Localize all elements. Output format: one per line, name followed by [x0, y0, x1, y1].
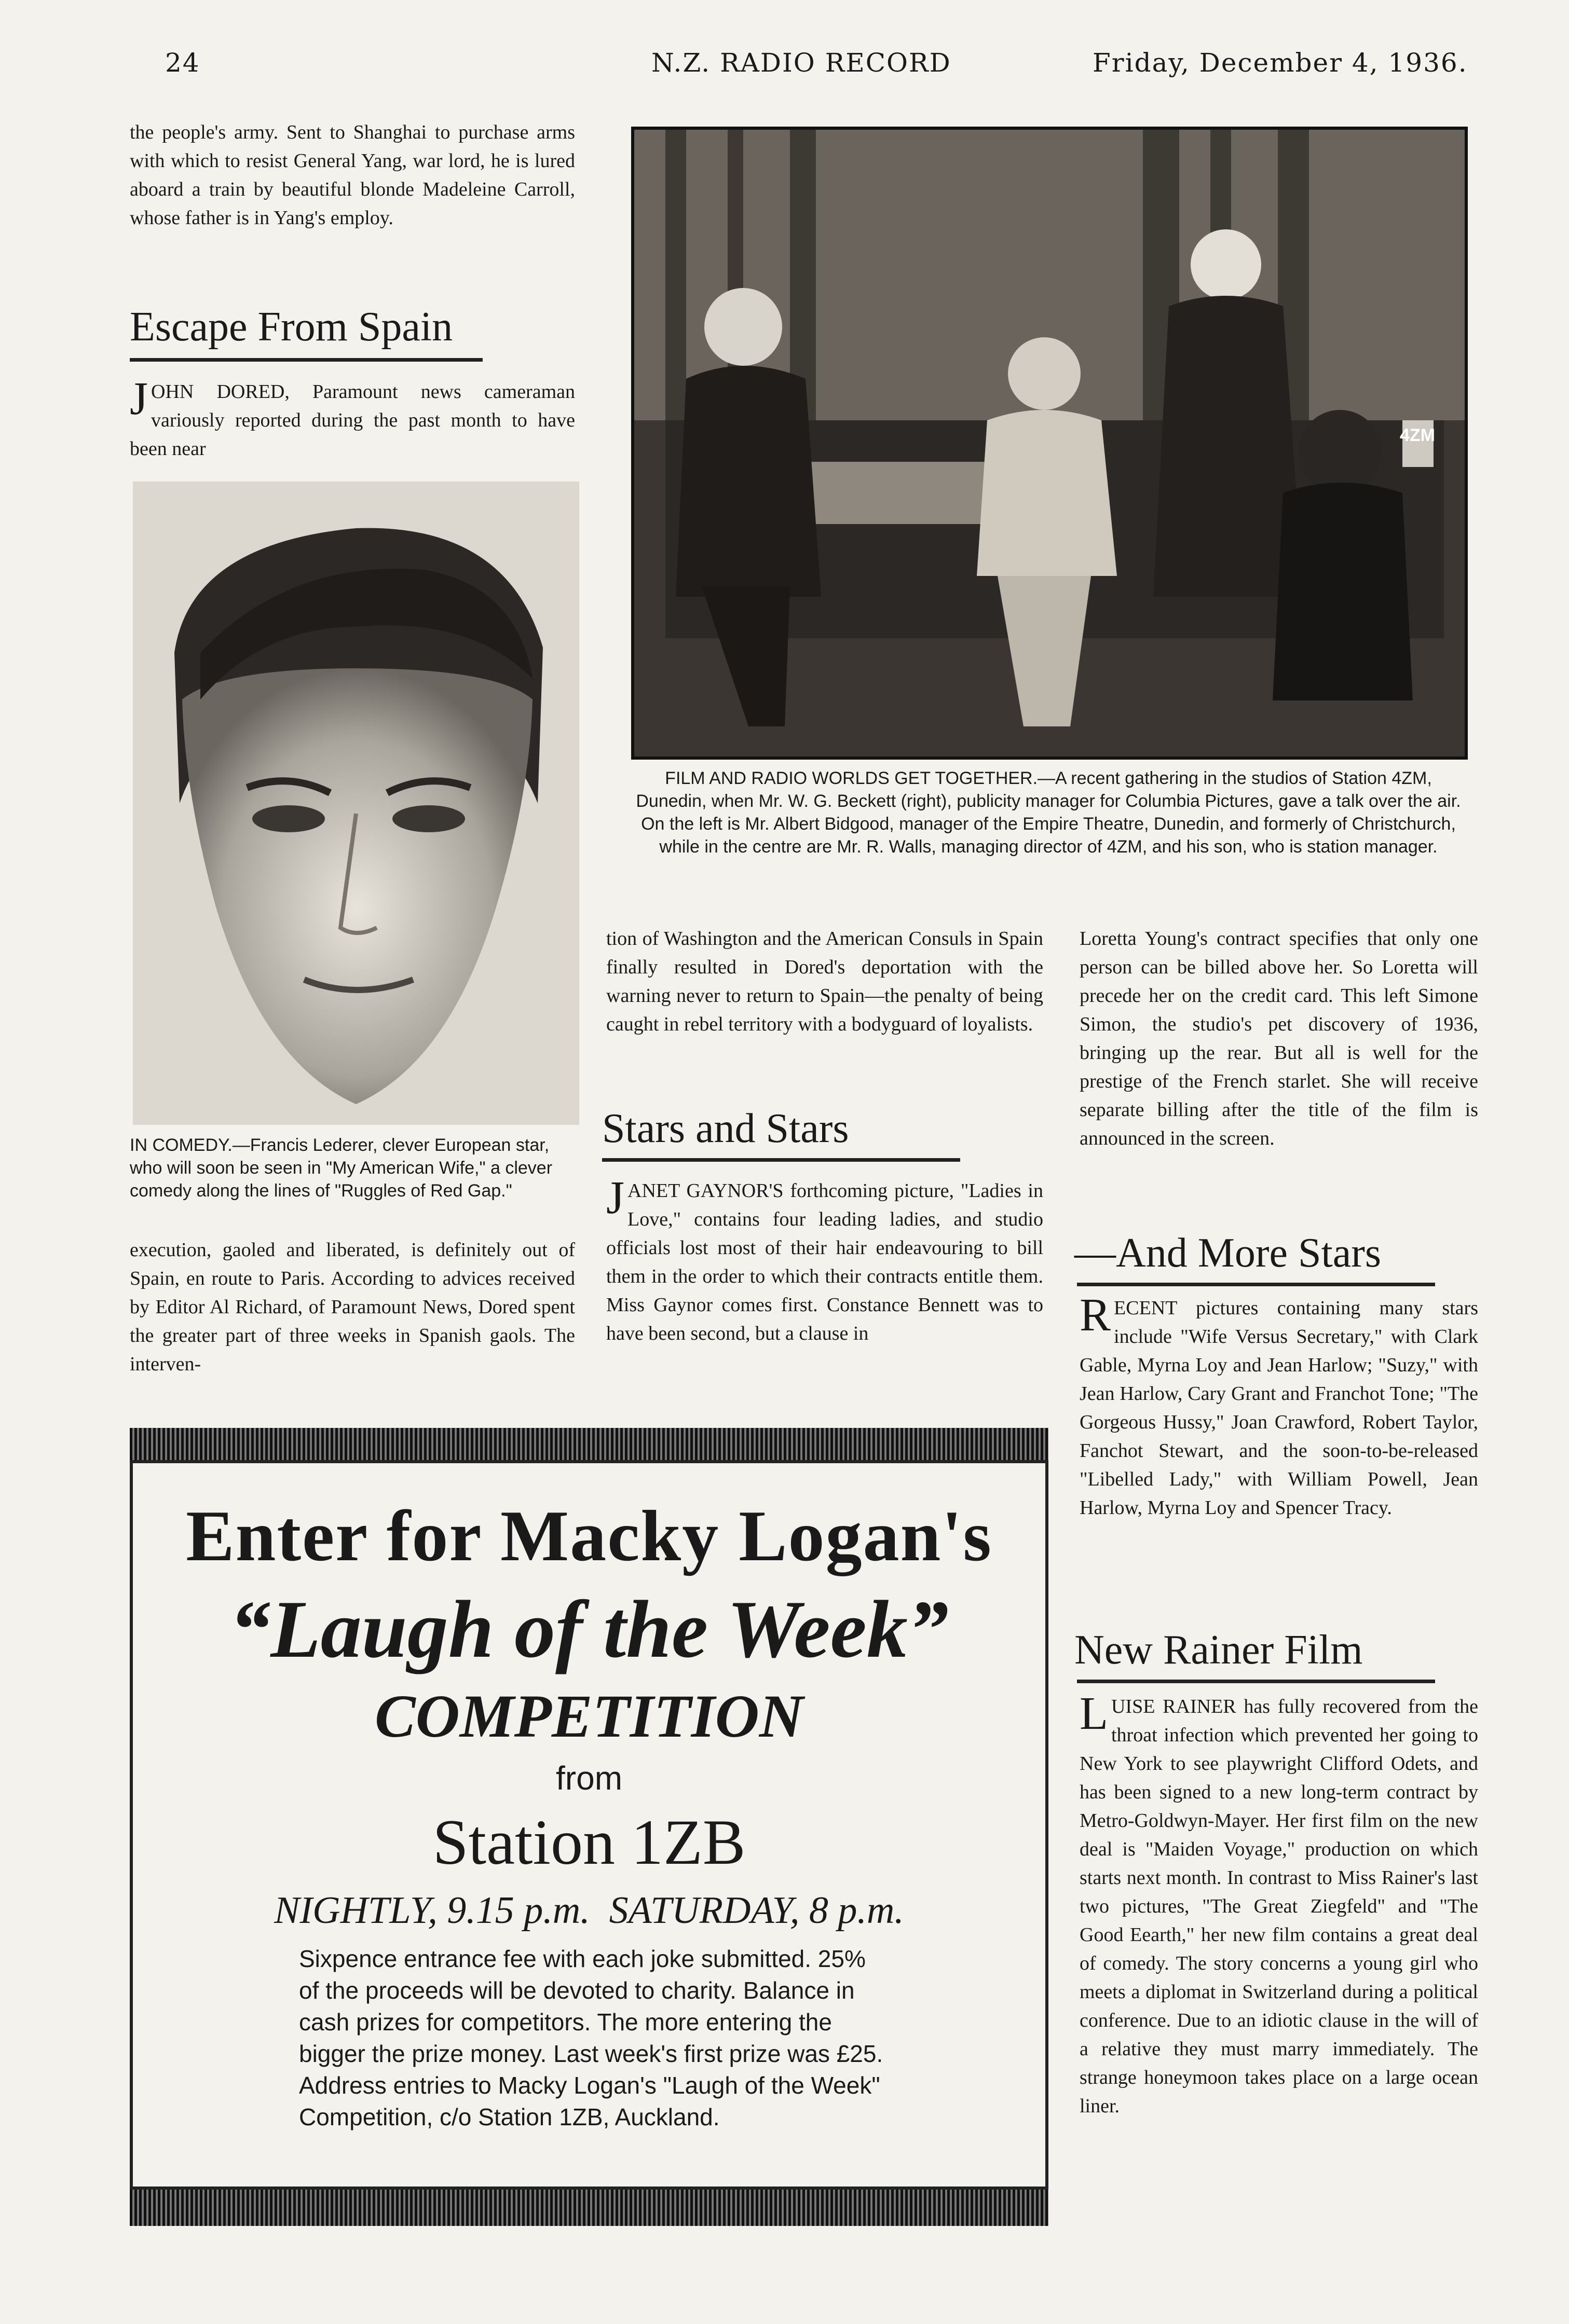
issue-date: Friday, December 4, 1936. — [1093, 48, 1468, 78]
microphone-sign-4zm: 4ZM — [1400, 425, 1435, 445]
ad-line-from: from — [556, 1759, 622, 1797]
loretta-young-paragraph: Loretta Young's contract specifies that only one person can be billed above her. So Loretta will precede her on the credit card. This left Simone Simon, the studio's pet discovery of 1936, bringing up the rear. But all is well for the prestige of the French starlet. She will receive separate billing after the title of the film is announced in the screen. — [1080, 928, 1478, 1149]
macky-logan-advertisement — [130, 1460, 1048, 2190]
stars-and-stars-article: JANET GAYNOR'S forthcoming picture, "Ladies in Love," contains four leading ladies, and studio officials lost most of their hair endeavouring to bill them in the order to which their contracts entitle them. Miss Gaynor comes first. Constance Bennett was to have been second, but a clause in — [606, 1172, 1043, 1344]
new-rainer-film-article: LUISE RAINER has fully recovered from the throat infection which prevented her going to New York to see playwright Clifford Odets, and has been signed to a new long-term contract by Metro-Goldwyn-Mayer. Her first film on the new deal is "Maiden Voyage," production on which starts next month. In contrast to Miss Rainer's last two pictures, "The Great Ziegfeld" and "The Good Eearth," her new film contains a great deal of comedy. The story concerns a young girl who meets a diplomat in Switzerland during a political conference. Due to an idiotic clause in the will of a relative they must marry immediately. The strange honeymoon takes place on a large ocean liner. — [1080, 1688, 1478, 2117]
ad-line-enter: Enter for Macky Logan's — [186, 1496, 992, 1576]
portrait-illustration — [133, 482, 579, 1125]
photo-caption: FILM AND RADIO WORLDS GET TOGETHER.—A recent gathering in the studios of Station 4ZM, Dunedin, when Mr. W. G. Beckett (right), publicity manager for Columbia Pictures, gave a talk over the air. On the left is Mr. Albert Bidgood, manager of the Empire Theatre, Dunedin, and formerly of Christchurch, while in the centre are Mr. R. Walls, managing director of 4ZM, and his son, who is station manager. — [636, 768, 1461, 857]
drop-cap: J — [130, 378, 148, 424]
ad-body-text: Sixpence entrance fee with each joke submitted. 25% of the proceeds will be devoted to charity. Balance in cash prizes for competitors. The more entering the bigger the prize money. Last week's first prize was £25. Address entries to Macky Logan's "Laugh of the Week" Competition, c/o Station 1ZB, Auckland. — [299, 1945, 883, 2130]
ad-line-competition: COMPETITION — [374, 1682, 804, 1750]
drop-cap: L — [1080, 1688, 1108, 1739]
ad-line-laugh-of-the-week: “Laugh of the Week” — [229, 1584, 949, 1675]
heading-rule — [130, 358, 483, 362]
page-number: 24 — [165, 48, 200, 78]
drop-cap: J — [606, 1172, 625, 1223]
dored-continued: tion of Washington and the American Consuls in Spain finally resulted in Dored's deportation with the warning never to return to Spain—the penalty of being caught in rebel territory with a bodyguard of loyalists. — [606, 928, 1043, 1035]
intro-paragraph: the people's army. Sent to Shanghai to purchase arms with which to resist General Yang, war lord, he is lured aboard a train by beautiful blonde Madeleine Carroll, whose father is in Yang's employ. — [130, 121, 575, 229]
heading-rule — [602, 1158, 960, 1162]
portrait-caption: IN COMEDY.—Francis Lederer, clever European star, who will soon be seen in "My American Wife," a clever comedy along the lines of "Ruggles of Red Gap." — [130, 1135, 553, 1201]
escape-from-spain-heading: Escape From Spain — [130, 304, 453, 350]
escape-from-spain-article: JOHN DORED, Paramount news cameraman variously reported during the past month to have been near — [130, 378, 575, 460]
escape-from-spain-continued: execution, gaoled and liberated, is definitely out of Spain, en route to Paris. According to advices received by Editor Al Richard, of Paramount News, Dored spent the greater part of three weeks in Spanish gaols. The interven- — [130, 1239, 575, 1375]
drop-cap: R — [1080, 1289, 1111, 1341]
studio-photo — [634, 130, 1465, 757]
studio-photo-frame — [631, 127, 1468, 760]
francis-lederer-portrait — [133, 482, 579, 1125]
publication-title: N.Z. RADIO RECORD — [651, 48, 951, 78]
ad-border-bottom — [130, 2190, 1048, 2226]
ad-line-schedule: NIGHTLY, 9.15 p.m. SATURDAY, 8 p.m. — [274, 1889, 904, 1932]
ad-line-station: Station 1ZB — [432, 1807, 746, 1878]
ad-border-top — [130, 1428, 1048, 1460]
stars-and-stars-heading: Stars and Stars — [602, 1106, 849, 1151]
and-more-stars-heading: —And More Stars — [1074, 1230, 1382, 1276]
heading-rule — [1077, 1283, 1435, 1286]
heading-rule — [1077, 1680, 1435, 1683]
and-more-stars-article: RECENT pictures containing many stars include "Wife Versus Secretary," with Clark Gable, Myrna Loy and Jean Harlow; "Suzy," with Jean Harlow, Cary Grant and Franchot Tone; "The Gorgeous Hussy," Joan Crawford, Robert Taylor, Fanchot Stewart, and the soon-to-be-released "Libelled Lady," with William Powell, Jean Harlow, Myrna Loy and Spencer Tracy. — [1080, 1289, 1478, 1519]
new-rainer-film-heading: New Rainer Film — [1074, 1627, 1363, 1673]
